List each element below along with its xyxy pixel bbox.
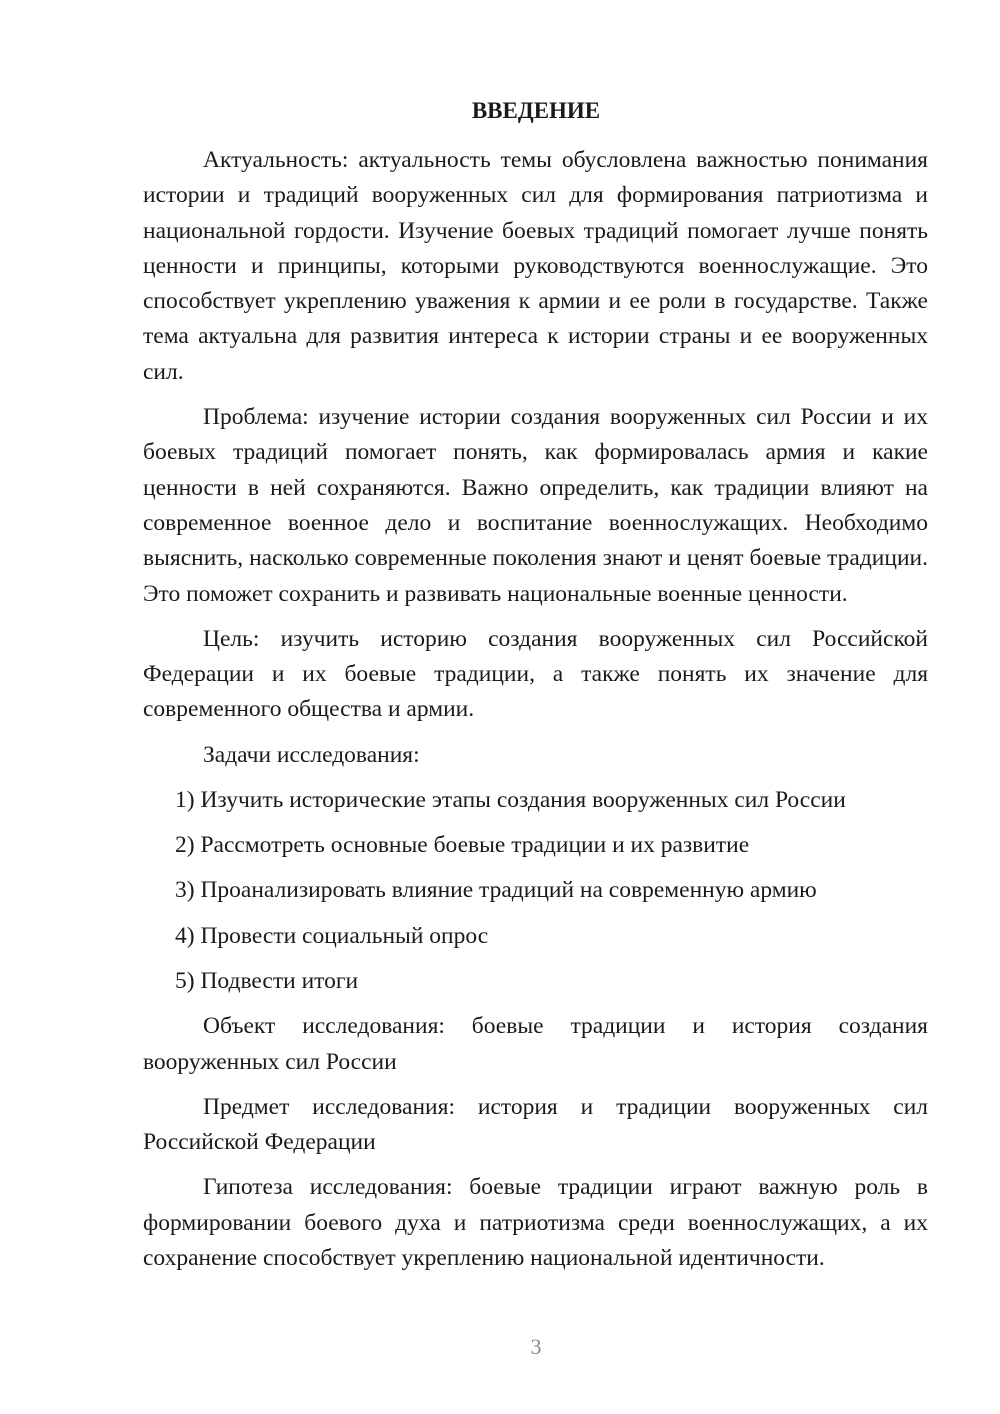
tasks-list	[143, 783, 928, 1009]
subject-paragraph: Предмет исследования: история и традиции вооруженных сил Российской Федерации	[143, 1093, 928, 1156]
section-heading: ВВЕДЕНИЕ	[471, 98, 601, 123]
object-paragraph: Объект исследования: боевые традиции и история создания вооруженных сил России	[143, 1013, 928, 1075]
task-item: 2) Рассмотреть основные боевые традиции и их развитие	[175, 832, 750, 859]
hypothesis-paragraph: Гипотеза исследования: боевые традиции играют важную роль в формировании боевого духа и патриотизма среди военнослужащих, а их сохранение способствует укреплению национальной идентичности.	[143, 1174, 928, 1272]
tasks-label: Задачи исследования:	[203, 741, 420, 768]
page-number: 3	[530, 1334, 542, 1359]
goal-paragraph: Цель: изучить историю создания вооруженных сил Российской Федерации и их боевые традиции, а также понять их значение для современного общества и армии.	[143, 625, 928, 723]
task-item: 4) Провести социальный опрос	[175, 922, 489, 949]
problem-paragraph: Проблема: изучение истории создания вооруженных сил России и их боевых традиций помогает понять, как формировалась армия и какие ценности в ней сохраняются. Важно определить, как традиции влияют на современное военное дело и воспитание военнослужащих. Необходимо выяснить, насколько современные поколения знают и ценят боевые традиции. Это поможет сохранить и развивать национальные военные ценности.	[143, 404, 928, 607]
task-item: 5) Подвести итоги	[175, 967, 359, 994]
relevance-paragraph: Актуальность: актуальность темы обусловлена важностью понимания истории и традиций вооруженных сил для формирования патриотизма и национальной гордости. Изучение боевых традиций помогает лучше понять ценности и принципы, которыми руководствуются военнослужащие. Это способствует укреплению уважения к армии и ее роли в государстве. Также тема актуальна для развития интереса к истории страны и ее вооруженных сил.	[143, 147, 928, 385]
task-item: 3) Проанализировать влияние традиций на современную армию	[175, 877, 817, 904]
task-item: 1) Изучить исторические этапы создания вооруженных сил России	[175, 786, 846, 813]
document-body	[143, 143, 928, 1286]
